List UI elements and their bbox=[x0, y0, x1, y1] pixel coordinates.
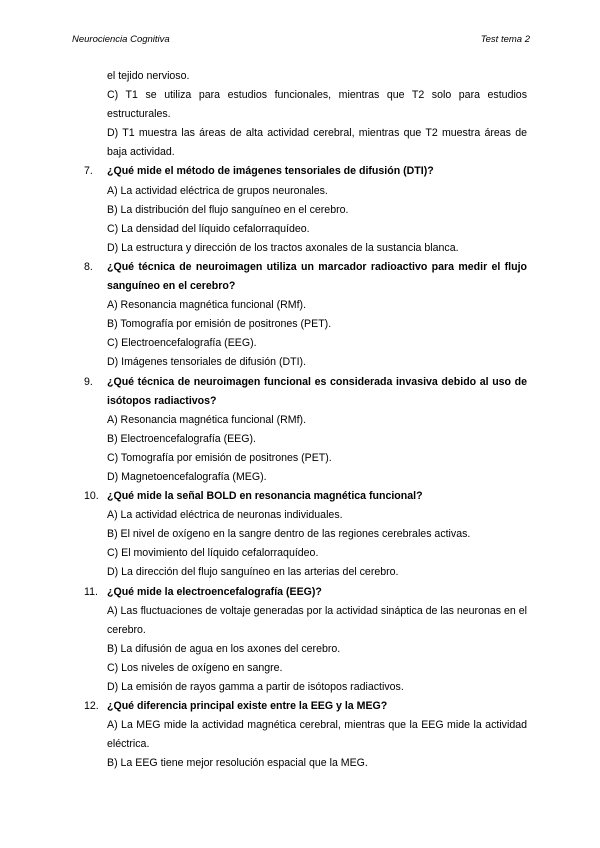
option-d: D) Imágenes tensoriales de difusión (DTI). bbox=[107, 356, 307, 369]
option-c: C) Electroencefalografía (EEG). bbox=[107, 337, 257, 350]
question-text: ¿Qué mide el método de imágenes tensoriales de difusión (DTI)? bbox=[107, 165, 434, 178]
question-11 bbox=[84, 583, 527, 602]
question-7 bbox=[84, 162, 527, 181]
option-a: A) Resonancia magnética funcional (RMf). bbox=[107, 413, 307, 426]
option-a: A) La MEG mide la actividad magnética cerebral, mientras que la EEG mide la actividad eléctrica. bbox=[107, 719, 527, 751]
option-b: B) El nivel de oxígeno en la sangre dentro de las regiones cerebrales activas. bbox=[107, 528, 471, 541]
header-course-title: Neurociencia Cognitiva bbox=[72, 34, 170, 45]
question-text: ¿Qué técnica de neuroimagen funcional es considerada invasiva debido al uso de isótopos radiactivos? bbox=[107, 375, 527, 407]
option-b: B) La difusión de agua en los axones del cerebro. bbox=[107, 642, 341, 655]
page-content bbox=[0, 67, 600, 773]
option-c: C) El movimiento del líquido cefalorraquídeo. bbox=[107, 547, 319, 560]
question-12 bbox=[84, 697, 527, 716]
header-test-title: Test tema 2 bbox=[480, 34, 530, 45]
question-text: ¿Qué diferencia principal existe entre la EEG y la MEG? bbox=[107, 700, 388, 713]
option-b: B) Tomografía por emisión de positrones (PET). bbox=[107, 318, 332, 331]
option-b: B) Electroencefalografía (EEG). bbox=[107, 432, 256, 445]
question-number: 7. bbox=[84, 165, 93, 178]
continuation-option-c: C) T1 se utiliza para estudios funcionales, mientras que T2 solo para estudios estructurales. bbox=[107, 89, 527, 121]
question-number: 8. bbox=[84, 260, 93, 273]
continuation-line: el tejido nervioso. bbox=[107, 70, 190, 82]
question-number: 11. bbox=[84, 585, 98, 598]
question-number: 10. bbox=[84, 490, 99, 503]
question-9 bbox=[84, 373, 527, 411]
option-d: D) Magnetoencefalografía (MEG). bbox=[107, 470, 267, 483]
question-number: 9. bbox=[84, 375, 93, 388]
option-a: A) Las fluctuaciones de voltaje generadas por la actividad sináptica de las neuronas en el cerebro. bbox=[107, 604, 527, 636]
option-b: B) La distribución del flujo sanguíneo en el cerebro. bbox=[107, 203, 349, 216]
option-c: C) La densidad del líquido cefalorraquídeo. bbox=[107, 222, 310, 235]
question-text: ¿Qué mide la señal BOLD en resonancia magnética funcional? bbox=[107, 490, 423, 503]
option-b: B) La EEG tiene mejor resolución espacial que la MEG. bbox=[107, 757, 368, 770]
question-text: ¿Qué mide la electroencefalografía (EEG)? bbox=[107, 585, 322, 598]
option-a: A) La actividad eléctrica de grupos neuronales. bbox=[107, 184, 328, 197]
option-d: D) La dirección del flujo sanguíneo en las arterias del cerebro. bbox=[107, 566, 399, 579]
option-d: D) La estructura y dirección de los tractos axonales de la sustancia blanca. bbox=[107, 241, 459, 254]
option-a: A) La actividad eléctrica de neuronas individuales. bbox=[107, 509, 343, 522]
option-d: D) La emisión de rayos gamma a partir de isótopos radiactivos. bbox=[107, 681, 404, 693]
option-c: C) Los niveles de oxígeno en sangre. bbox=[107, 661, 283, 674]
question-8 bbox=[84, 258, 527, 296]
question-text: ¿Qué técnica de neuroimagen utiliza un marcador radioactivo para medir el flujo sanguíneo en el cerebro? bbox=[107, 260, 527, 293]
question-10 bbox=[84, 487, 527, 506]
option-a: A) Resonancia magnética funcional (RMf). bbox=[107, 299, 307, 312]
question-number: 12. bbox=[84, 700, 99, 713]
continuation-option-d: D) T1 muestra las áreas de alta actividad cerebral, mientras que T2 muestra áreas de baja actividad. bbox=[107, 127, 527, 159]
option-c: C) Tomografía por emisión de positrones (PET). bbox=[107, 451, 332, 464]
